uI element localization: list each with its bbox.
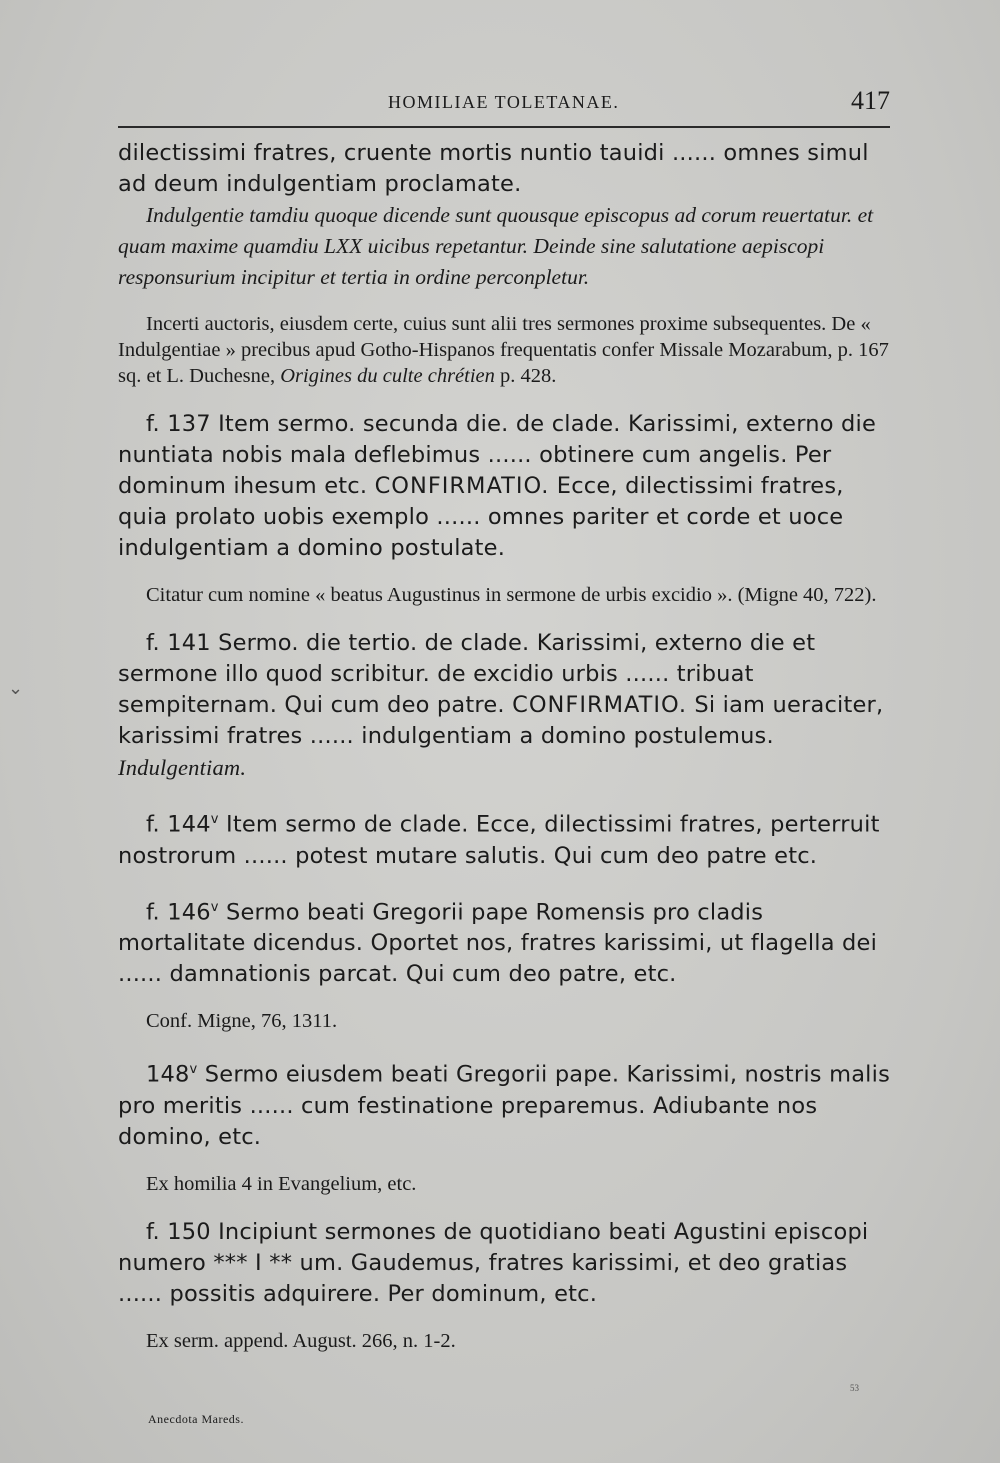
header-rule [118,126,890,128]
verso-mark: v [210,812,219,827]
manuscript-entry [118,409,890,564]
entry-text: Sermo eiusdem beati Gregorii pape. Karissimi, nostris malis pro meritis ...... cum festinatione preparemus. Adiubante nos domino, etc. [118,1061,891,1150]
note-text: Incerti auctoris, eiusdem certe, cuius sunt alii tres sermones proxime subsequentes. De « Indulgentiae » precibus apud Gotho-Hispanos frequentatis confer Missale Mozarabum, p. 167 sq. et L. Duchesne, [118,313,889,387]
entry-text-end: Ecce, dilectissimi fratres, quia prolato uobis exemplo ...... omnes pariter et corde et uoce indulgentiam a domino postulate. [118,473,844,561]
folio-ref: 148 [146,1061,190,1088]
page-body [118,138,890,1354]
manuscript-entry [118,892,890,991]
page-number: 417 [851,86,890,115]
entry-caps: CONFIRMATIO. [374,473,550,499]
verso-mark: v [189,1062,198,1077]
commentary-note: Ex homilia 4 in Evangelium, etc. [146,1172,417,1195]
signature-label: Anecdota Mareds. [148,1412,244,1426]
entry-text: f. 137 Item sermo. secunda die. de clade. Karissimi, externo die nuntiata nobis mala deflebimus ...... obtinere cum angelis. Per dominum ihesum etc. [118,411,876,499]
margin-mark: ⌄ [8,678,24,698]
entry-text: f. 141 Sermo. die tertio. de clade. Karissimi, externo die et sermone illo quod scribitur. de excidio urbis ...... tribuat sempiternam. Qui cum deo patre. [118,630,816,718]
manuscript-entry [118,1054,890,1153]
running-header [118,84,890,124]
signature-number: 53 [850,1383,859,1393]
manuscript-entry [118,804,890,872]
entry-text-mid: Si iam ueraciter, karissimi fratres ...... indulgentiam a domino postulemus. [118,692,884,749]
note-text-end: p. 428. [494,365,557,387]
entry-italic: Indulgentiam. [118,755,247,780]
manuscript-entry: f. 150 Incipiunt sermones de quotidiano beati Agustini episcopi numero *** I ** um. Gaudemus, fratres karissimi, et deo gratias ...... possitis adquirere. Per dominum, etc. [118,1218,869,1307]
folio-ref: f. 144 [146,811,211,838]
continued-text: dilectissimi fratres, cruente mortis nuntio tauidi ...... omnes simul ad deum indulgentiam proclamate. [118,140,869,197]
note-italic: Origines du culte chrétien [280,365,495,387]
folio-ref: f. 146 [146,899,211,925]
commentary-note: Ex serm. append. August. 266, n. 1-2. [146,1329,456,1352]
commentary-note: Conf. Migne, 76, 1311. [146,1010,338,1032]
entry-text: Sermo beati Gregorii pape Romensis pro cladis mortalitate dicendus. Oportet nos, fratres karissimi, ut flagella dei ...... damnationis parcat. Qui cum deo patre, etc. [118,899,878,987]
manuscript-entry [118,628,890,784]
commentary-note [118,311,890,389]
commentary-note: Citatur cum nomine « beatus Augustinus in sermone de urbis excidio ». (Migne 40, 722). [146,584,877,606]
entry-text: Item sermo de clade. Ecce, dilectissimi fratres, perterruit nostrorum ...... potest mutare salutis. Qui cum deo patre etc. [118,811,880,869]
verso-mark: v [210,899,219,915]
running-title: HOMILIAE TOLETANAE. [388,92,620,112]
rubric-paragraph: Indulgentie tamdiu quoque dicende sunt quousque episcopus ad corum reuertatur. et quam maxime quamdiu LXX uicibus repetantur. Deinde sine salutatione aepiscopi responsurium incipitur et tertia in ordine perconpletur. [118,203,874,289]
entry-caps: CONFIRMATIO. [512,692,687,718]
